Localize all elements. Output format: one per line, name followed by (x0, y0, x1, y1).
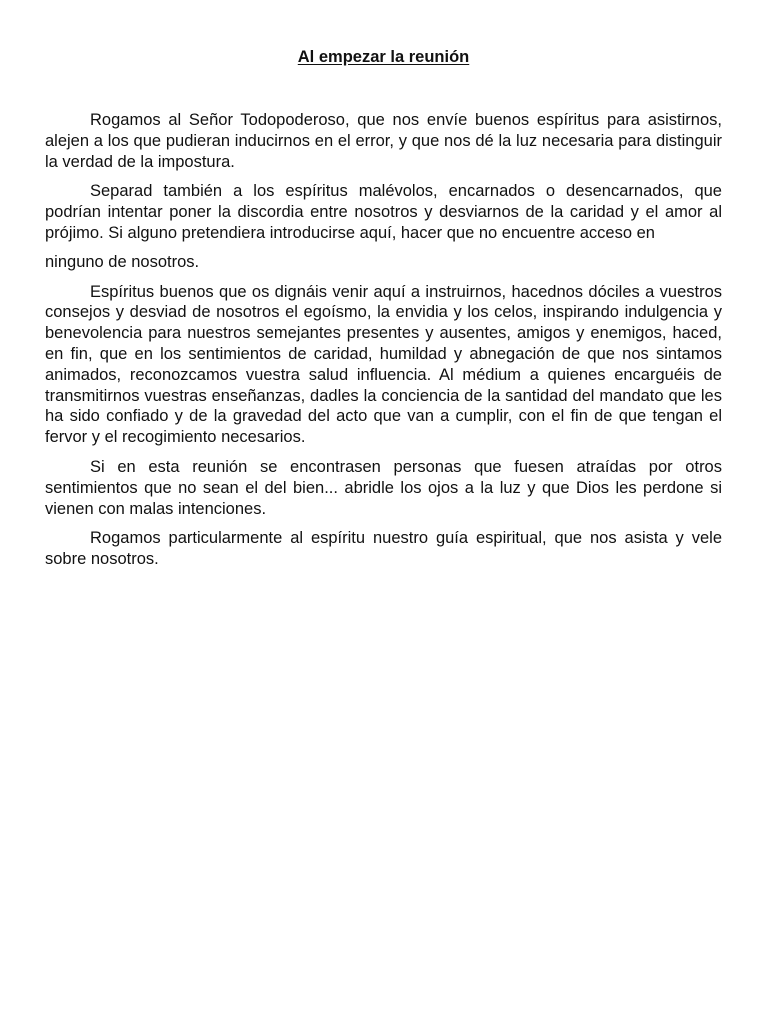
paragraph-1: Rogamos al Señor Todopoderoso, que nos envíe buenos espíritus para asistirnos, alejen a los que pudieran inducirnos en el error, y que nos dé la luz necesaria para distinguir la verdad de la impostura. (45, 111, 722, 171)
paragraph-4: Si en esta reunión se encontrasen personas que fuesen atraídas por otros sentimientos que no sean el del bien... abridle los ojos a la luz y que Dios les perdone si vienen con malas intenciones. (45, 457, 722, 518)
document-page (45, 0, 722, 570)
document-body (45, 110, 722, 570)
document-title: Al empezar la reunión (297, 48, 470, 66)
paragraph-2: Separad también a los espíritus malévolos, encarnados o desencarnados, que podrían intentar poner la discordia entre nosotros y desviarnos de la caridad y el amor al prójimo. Si alguno pretendiera introducirse aquí, hacer que no encuentre acceso en (45, 182, 722, 242)
paragraph-2-continuation: ninguno de nosotros. (45, 252, 200, 271)
paragraph-5: Rogamos particularmente al espíritu nuestro guía espiritual, que nos asista y vele sobre nosotros. (45, 529, 722, 569)
paragraph-3: Espíritus buenos que os dignáis venir aquí a instruirnos, hacednos dóciles a vuestros consejos y desviad de nosotros el egoísmo, la envidia y los celos, inspirando indulgencia y benevolencia para nuestros semejantes presentes y ausentes, amigos y enemigos, haced, en fin, que en los sentimientos de caridad, humildad y abnegación de que nos sintamos animados, reconozcamos vuestra salud influencia. Al médium a quienes encarguéis de transmitirnos vuestras enseñanzas, dadles la conciencia de la santidad del mandato que les ha sido confiado y de la gravedad del acto que van a cumplir, con el fin de que tengan el fervor y el recogimiento necesarios. (45, 282, 722, 447)
